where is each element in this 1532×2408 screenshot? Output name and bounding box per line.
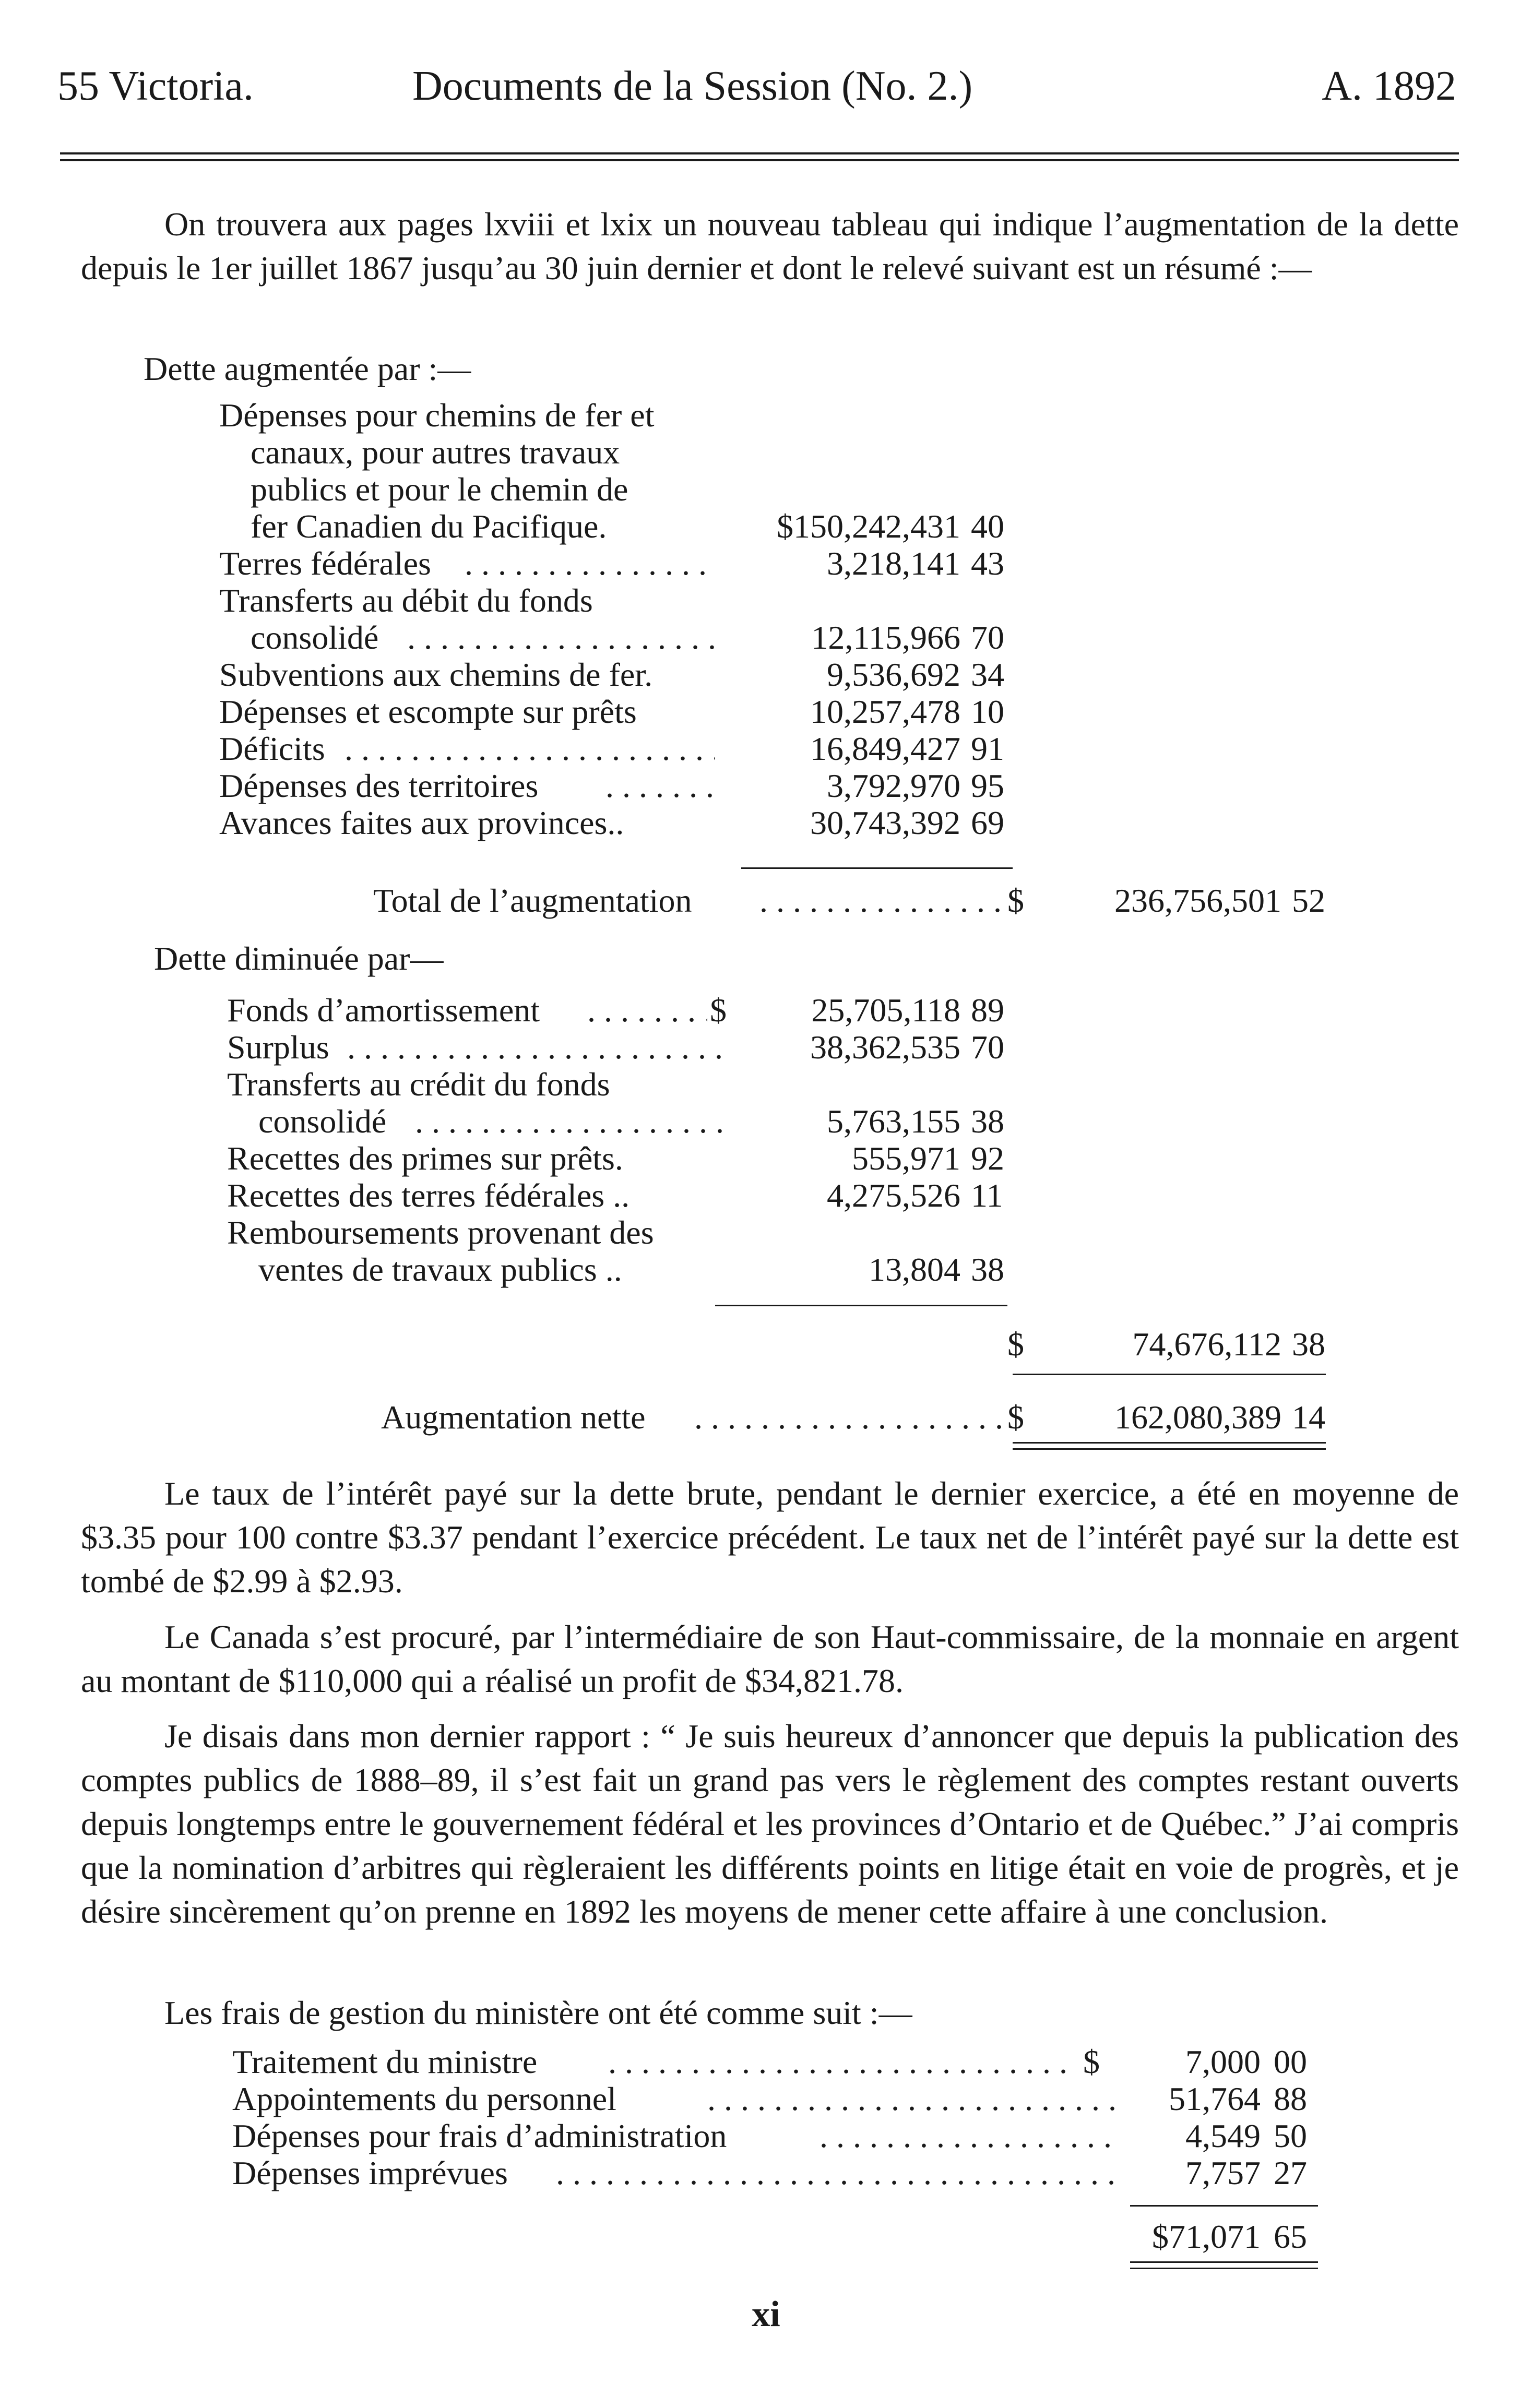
coinage-paragraph: Le Canada s’est procuré, par l’intermédiaire de son Haut-commissaire, de la monnaie en argent au montant de $110,000 qui a réalisé un profit de $34,821.78.	[81, 1618, 1459, 1699]
table-row: canaux, pour autres travaux	[251, 434, 620, 471]
table-row: Surplus . . . 38,362,535 70	[227, 1029, 1073, 1066]
header-regnal-year: 55 Victoria.	[57, 63, 254, 109]
table-row: Terres fédérales . . . 3,218,141 43	[219, 545, 1065, 582]
table-row: Recettes des primes sur prêts. 555,971 92	[227, 1140, 1004, 1177]
net-rule	[1013, 1374, 1326, 1375]
table-row: fer Canadien du Pacifique. $150,242,431 40	[251, 508, 1004, 545]
table-row: Transferts au débit du fonds	[219, 582, 593, 619]
table-row: Remboursements provenant des	[227, 1214, 654, 1251]
increase-total-amount: 236,756,501	[1114, 882, 1281, 919]
table-row: consolidé . . . 12,115,966 70	[219, 619, 1065, 656]
increase-total-row: Total de l’augmentation . . . $ 236,756,501 52	[373, 882, 1365, 919]
table-row: Dépenses pour frais d’administration . . . 4,549 50	[232, 2117, 1381, 2154]
table-row: Avances faites aux provinces.. 30,743,392 69	[219, 804, 1004, 841]
net-increase-amount: 162,080,389	[1114, 1399, 1281, 1436]
report-paragraph: Je disais dans mon dernier rapport : “ Je suis heureux d’annoncer que depuis la publication des comptes publics de 1888–89, il s’est fait un grand pas vers le règlement des comptes restant ouverts depuis longtemps entre le gouvernement fédéral et les provinces d’Ontario et de Québec.” J’ai compris que la nomination d’arbitres qui règleraient les différents points en litige était en voie de progrès, et je désire sincèrement qu’on prenne en 1892 les moyens de mener cette affaire à une conclusion.	[81, 1718, 1459, 1930]
running-header	[57, 63, 1456, 120]
header-rule-top	[60, 152, 1459, 154]
interest-paragraph: Le taux de l’intérêt payé sur la dette brute, pendant le dernier exercice, a été en moyenne de $3.35 pour 100 contre $3.37 pendant l’exercice précédent. Le taux net de l’intérêt payé sur la dette est tombé de $2.99 à $2.93.	[81, 1475, 1459, 1600]
table-row: Recettes des terres fédérales .. 4,275,526 11	[227, 1177, 1003, 1214]
decrease-table	[227, 992, 1073, 1288]
table-row: publics et pour le chemin de	[251, 471, 628, 508]
decrease-subtotal-rule	[715, 1305, 1007, 1306]
header-title: Documents de la Session (No. 2.)	[412, 63, 973, 109]
net-double-rule-2	[1013, 1448, 1326, 1450]
increase-table	[219, 397, 1065, 841]
decrease-total-row: $ 74,676,112 38	[1007, 1326, 1325, 1363]
expenses-intro: Les frais de gestion du ministère ont été comme suit :—	[164, 1994, 912, 2031]
table-row: ventes de travaux publics .. 13,804 38	[258, 1251, 1004, 1288]
net-increase-row: Augmentation nette . . . $ 162,080,389 14	[381, 1399, 1373, 1436]
table-row: Dépenses imprévues . . . 7,757 27	[232, 2154, 1381, 2191]
expenses-rule	[1130, 2205, 1318, 2207]
decrease-total-amount: 74,676,112	[1132, 1326, 1281, 1363]
net-increase-label: Augmentation nette	[381, 1399, 646, 1436]
table-row: Subventions aux chemins de fer. 9,536,692 34	[219, 656, 1004, 693]
table-row: Appointements du personnel . . . 51,764 88	[232, 2080, 1381, 2117]
table-row: Fonds d’amortissement . . . $ 25,705,118 89	[227, 992, 1073, 1029]
header-year: A. 1892	[1322, 63, 1456, 109]
intro-paragraph: On trouvera aux pages lxviii et lxix un nouveau tableau qui indique l’augmentation de la dette depuis le 1er juillet 1867 jusqu’au 30 juin dernier et dont le relevé suivant est un résumé :—	[81, 206, 1459, 287]
table-row: Dépenses des territoires . . . 3,792,970 95	[219, 767, 1065, 804]
net-double-rule-1	[1013, 1442, 1326, 1444]
expenses-double-rule-1	[1130, 2261, 1318, 2263]
table-row: Traitement du ministre . . . $ 7,000 00	[232, 2043, 1381, 2080]
table-row: Dépenses pour chemins de fer et	[219, 397, 655, 434]
expenses-double-rule-2	[1130, 2268, 1318, 2269]
increase-label: Dette augmentée par :—	[144, 350, 471, 387]
expenses-table	[232, 2043, 1381, 2191]
expenses-total-row: $71,071 65	[1138, 2218, 1399, 2255]
table-row: Transferts au crédit du fonds	[227, 1066, 610, 1103]
decrease-label: Dette diminuée par—	[154, 940, 444, 977]
table-row: Dépenses et escompte sur prêts 10,257,478 10	[219, 693, 1004, 730]
table-row: Déficits . . . 16,849,427 91	[219, 730, 1065, 767]
page-number: xi	[752, 2294, 780, 2334]
increase-total-label: Total de l’augmentation	[373, 882, 692, 919]
expenses-total-amount: $71,071	[1152, 2218, 1261, 2255]
increase-subtotal-rule	[741, 867, 1013, 869]
header-rule-bottom	[60, 159, 1459, 161]
table-row: consolidé . . . 5,763,155 38	[227, 1103, 1073, 1140]
